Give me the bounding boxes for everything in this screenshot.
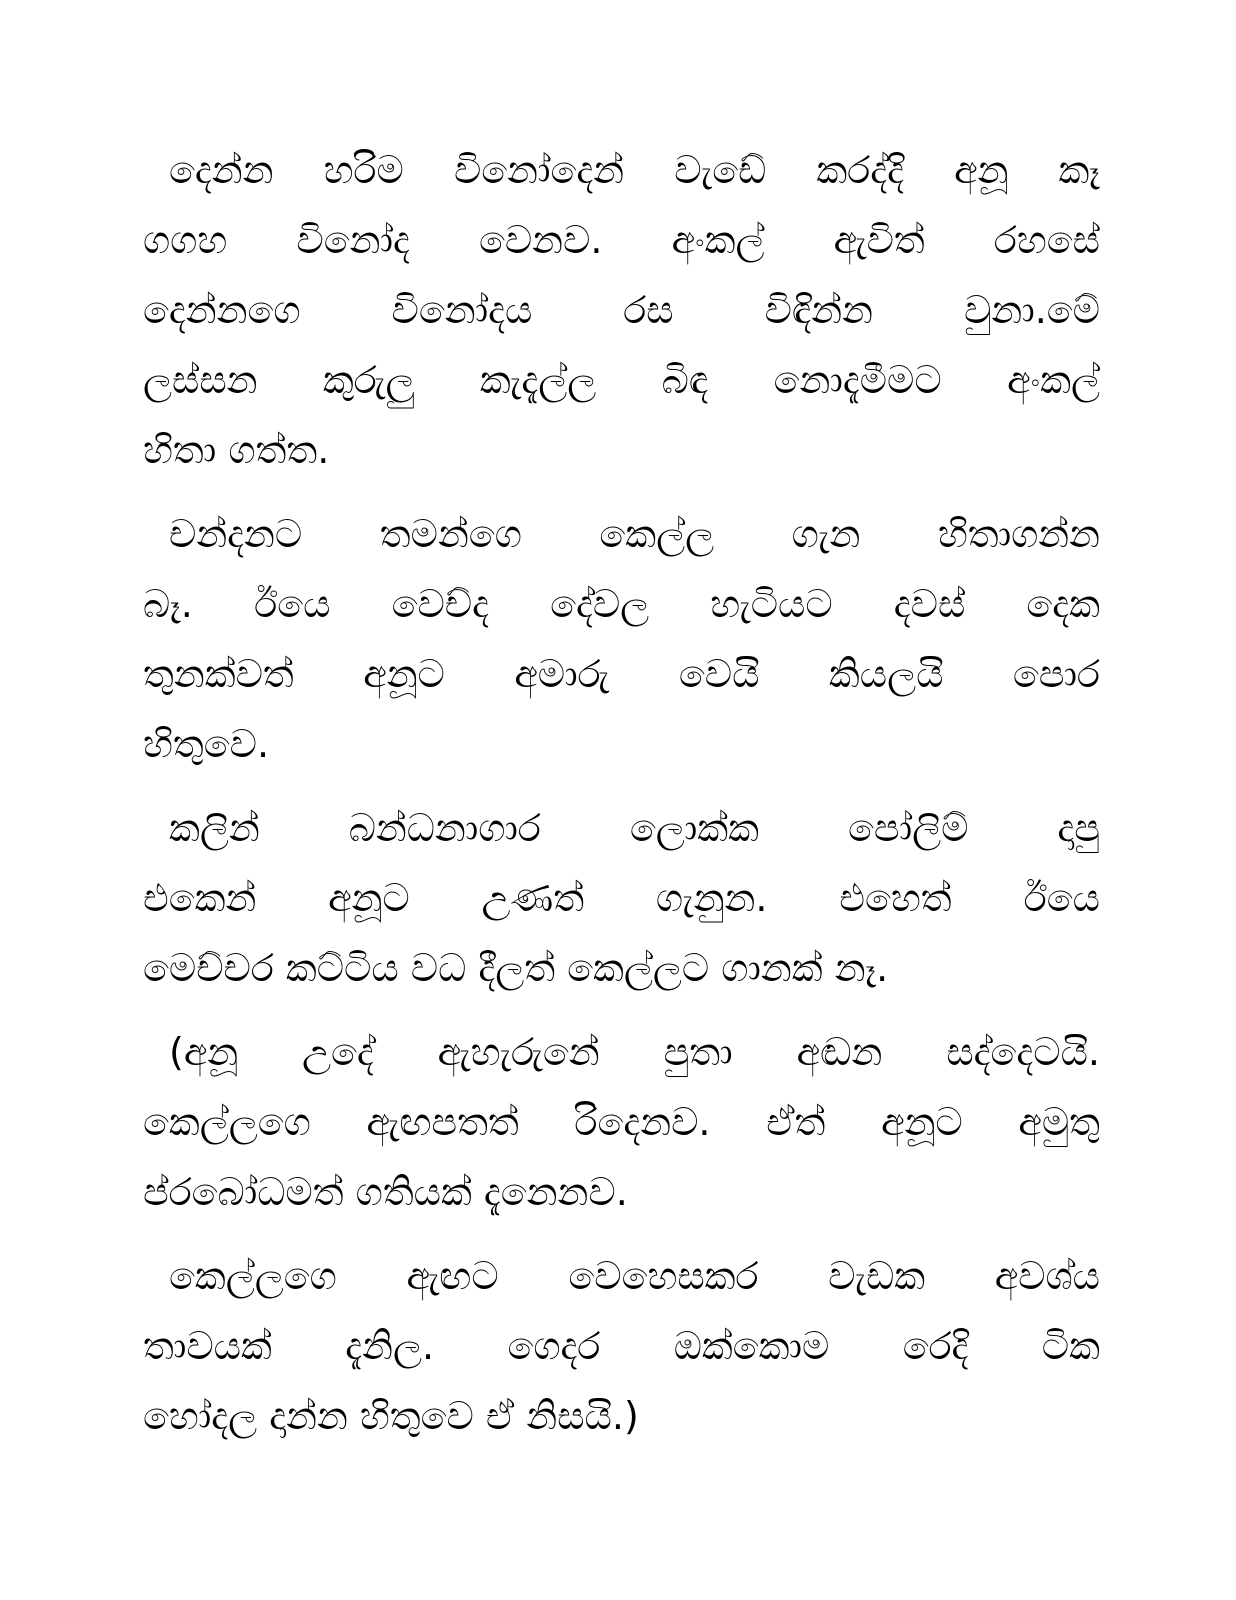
text-line: චන්දනට තමන්ගෙ කෙල්ල ගැන හිතාගන්න xyxy=(169,512,1100,556)
paragraph xyxy=(143,135,1100,485)
text-line: කෙල්ලගෙ ඇඟපතත් රිදෙනව. ඒත් අනූට අමුතු xyxy=(143,1100,1100,1144)
text-line: මෙච්චර කට්ටිය වධ දීලත් කෙල්ලට ගානක් නෑ. xyxy=(143,946,889,990)
text-line: තුනක්වත් අනූට අමාරු වෙයි කියලයි පොර xyxy=(143,652,1100,696)
text-line: ප්රබෝධමත් ගතියක් දැනෙනව. xyxy=(143,1170,628,1214)
text-line: කෙල්ලගෙ ඇඟට වෙහෙසකර වැඩක අවශ්ය xyxy=(169,1254,1100,1298)
paragraph xyxy=(143,1241,1100,1451)
document-body xyxy=(143,135,1100,1451)
paragraph xyxy=(143,1017,1100,1227)
text-line: තාවයක් දැනිල. ගෙදර ඔක්කොම රෙදි ටික xyxy=(143,1324,1100,1368)
text-line: දෙන්න හරිම විනෝදෙන් වැඩේ කරද්දි අනූ කෑ xyxy=(169,148,1100,192)
text-line: (අනූ උදේ ඇහැරුනේ පුතා අඬන සද්දෙටයි. xyxy=(169,1030,1100,1074)
text-line: දෙන්නගෙ විනෝදය රස විඳින්න වුනා.මේ xyxy=(143,288,1100,332)
text-line: බෑ. ඊයෙ වෙච්ද දේවල හැටියට දවස් දෙක xyxy=(143,582,1100,626)
text-line: හිතුවෙ. xyxy=(143,722,270,766)
text-line: ගගහ විනෝද වෙනව. අංකල් ඇවිත් රහසේ xyxy=(143,218,1100,262)
text-line: ලස්සන කුරුලු කැදැල්ල බිඳ නොදැමීමට අංකල් xyxy=(143,358,1100,402)
text-line: එකෙන් අනූට උණත් ගැනුන. එහෙත් ඊයෙ xyxy=(143,876,1100,920)
text-line: හෝදල දාන්න හිතුවෙ ඒ නිසයි.) xyxy=(143,1394,639,1438)
paragraph xyxy=(143,793,1100,1003)
text-line: හිතා ගත්ත. xyxy=(143,428,330,472)
paragraph xyxy=(143,499,1100,779)
text-line: කලින් බන්ධනාගාර ලොක්ක පෝලිම් දාපු xyxy=(169,806,1100,850)
